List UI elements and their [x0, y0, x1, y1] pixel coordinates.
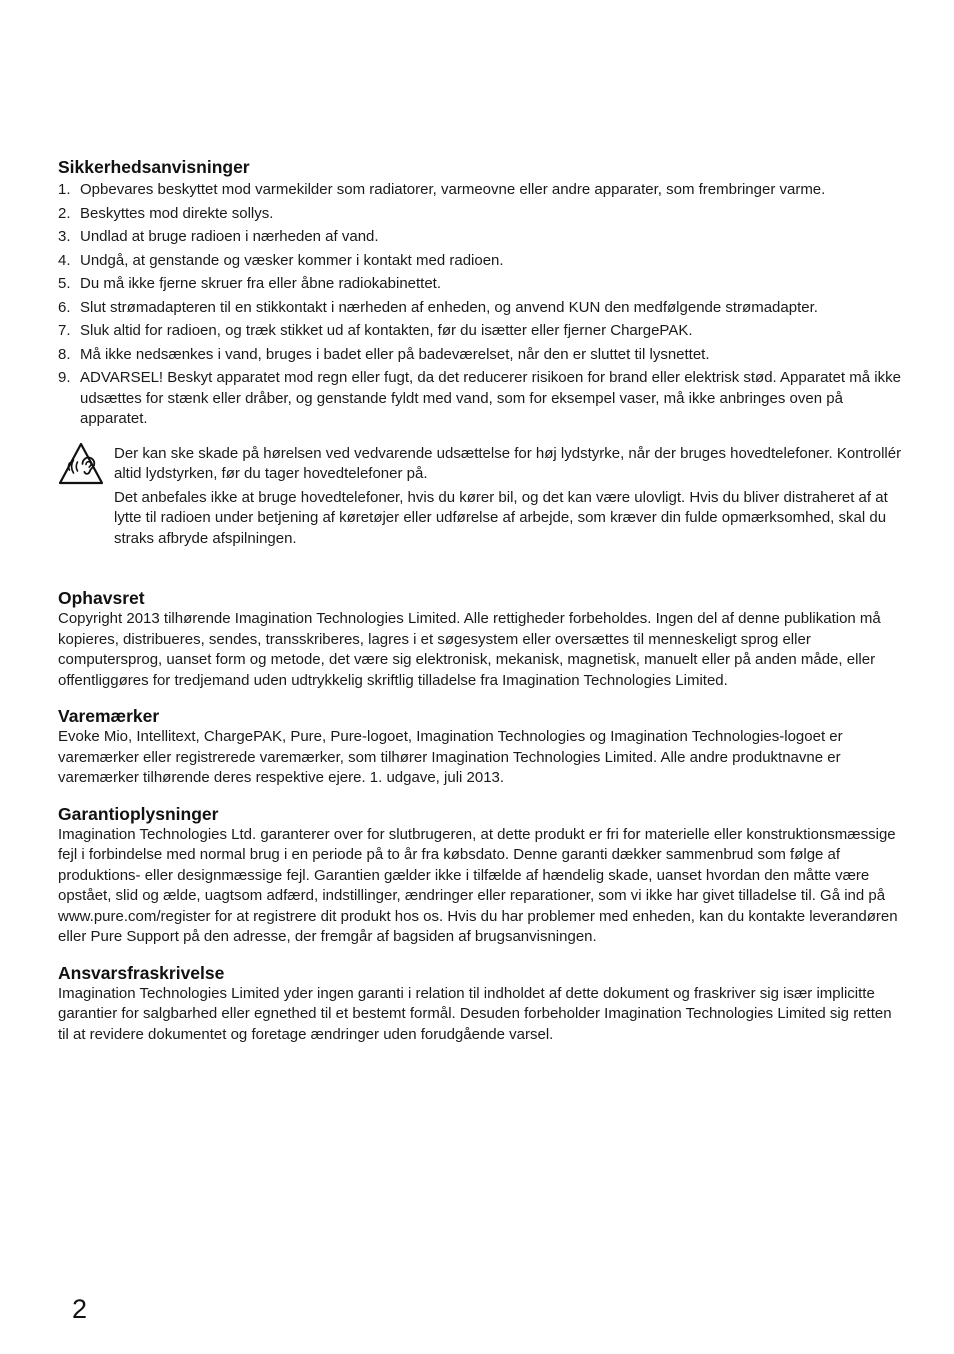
item-number: 9. — [58, 369, 71, 386]
warranty-text: Imagination Technologies Ltd. garanterer over for slutbrugeren, at dette produkt er fri for materielle eller konstruktionsmæssige fejl i forbindelse med normal brug i en periode på to år fra købsdato. Denne garanti dækker sammenbrud som følge af produktions- eller designmæssige fejl. Garantien gælder ikke i tilfælde af hændelig skade, uanset hvordan den måtte være opstået, slid og ælde, uagtsom adfærd, indstillinger, ændringer eller reparationer, som vi ikke har givet tilladelse til. Gå ind på www.pure.com/register for at registrere dit produkt hos os. Hvis du har problemer med enheden, kan du kontakte leverandøren eller Pure Support på den adresse, der fremgår af bagsiden af brugsanvisningen. — [58, 825, 898, 945]
document-page — [58, 156, 904, 1045]
copyright-text: Copyright 2013 tilhørende Imagination Technologies Limited. Alle rettigheder forbeholdes. Ingen del af denne publikation må kopieres, distribueres, sendes, transskriberes, lagres i et søgesystem eller oversættes til menneskeligt sprog eller computersprog, uanset form og metode, det være sig elektronisk, mekanisk, magnetisk, manuelt eller på anden måde, eller offentliggøres for tredjemand uden udtrykkelig skriftlig tilladelse fra Imagination Technologies Limited. — [58, 610, 881, 689]
copyright-heading: Ophavsret — [58, 588, 145, 608]
item-number: 5. — [58, 275, 71, 292]
item-text: Sluk altid for radioen, og træk stikket ud af kontakten, før du isætter eller fjerner ChargePAK. — [80, 322, 693, 339]
item-text: ADVARSEL! Beskyt apparatet mod regn eller fugt, da det reducerer risikoen for brand eller elektrisk stød. Apparatet må ikke udsættes for stænk eller dråber, og genstande fyldt med vand, som for eksempel vaser, må ikke anbringes oven på apparatet. — [80, 369, 901, 427]
hearing-warning — [58, 444, 904, 550]
safety-item — [58, 368, 904, 430]
item-text: Beskyttes mod direkte sollys. — [80, 204, 274, 222]
hearing-warning-icon — [58, 442, 104, 486]
warranty-section — [58, 803, 904, 948]
trademarks-text: Evoke Mio, Intellitext, ChargePAK, Pure, Pure-logoet, Imagination Technologies og Imagination Technologies-logoet er varemærker eller registrerede varemærker, som tilhører Imagination Technologies Limited. Alle andre produktnavne er varemærker tilhørende deres respektive ejere. 1. udgave, juli 2013. — [58, 728, 843, 786]
safety-list — [58, 180, 904, 430]
item-text: Du må ikke fjerne skruer fra eller åbne radiokabinettet. — [80, 275, 442, 292]
item-text: Må ikke nedsænkes i vand, bruges i badet eller på badeværelset, når den er sluttet til lysnettet. — [80, 345, 710, 363]
safety-item — [58, 274, 904, 295]
item-number: 2. — [58, 204, 71, 222]
safety-section — [58, 156, 904, 549]
warning-paragraph: Det anbefales ikke at bruge hovedtelefoner, hvis du kører bil, og det kan være ulovligt. Hvis du bliver distraheret af at lytte til radioen under betjening af køretøjer eller udførelse af arbejde, som kræver din fulde opmærksomhed, skal du straks afbryde afspilningen. — [114, 488, 888, 547]
trademarks-heading: Varemærker — [58, 706, 160, 726]
item-text: Slut strømadapteren til en stikkontakt i nærheden af enheden, og anvend KUN den medfølgende strømadapter. — [80, 298, 818, 316]
safety-item — [58, 180, 904, 201]
item-number: 7. — [58, 322, 71, 339]
safety-item — [58, 227, 904, 248]
warranty-heading: Garantioplysninger — [58, 803, 219, 824]
safety-heading: Sikkerhedsanvisninger — [58, 157, 250, 177]
item-text: Undlad at bruge radioen i nærheden af vand. — [80, 228, 379, 245]
copyright-section — [58, 587, 904, 691]
item-number: 1. — [58, 181, 71, 198]
trademarks-section — [58, 705, 904, 789]
disclaimer-section — [58, 962, 904, 1046]
item-number: 4. — [58, 251, 71, 269]
item-text: Opbevares beskyttet mod varmekilder som radiatorer, varmeovne eller andre apparater, som frembringer varme. — [80, 181, 826, 198]
warning-paragraph: Der kan ske skade på hørelsen ved vedvarende udsættelse for høj lydstyrke, når der bruges hovedtelefoner. Kontrollér altid lydstyrken, før du tager hovedtelefoner på. — [114, 444, 902, 482]
item-number: 8. — [58, 345, 71, 363]
item-number: 3. — [58, 228, 71, 245]
safety-item — [58, 345, 904, 366]
disclaimer-text: Imagination Technologies Limited yder ingen garanti i relation til indholdet af dette dokument og fraskriver sig især implicitte garantier for salgbarhed eller egnethed til et bestemt formål. Desuden forbeholder Imagination Technologies Limited sig retten til at revidere dokumentet og foretage ændringer uden forudgående varsel. — [58, 984, 892, 1043]
safety-item — [58, 204, 904, 225]
safety-item — [58, 298, 904, 319]
page-number: 2 — [72, 1294, 88, 1324]
item-number: 6. — [58, 298, 71, 316]
safety-item — [58, 321, 904, 342]
item-text: Undgå, at genstande og væsker kommer i kontakt med radioen. — [80, 251, 504, 269]
safety-item — [58, 251, 904, 272]
disclaimer-heading: Ansvarsfraskrivelse — [58, 962, 225, 983]
